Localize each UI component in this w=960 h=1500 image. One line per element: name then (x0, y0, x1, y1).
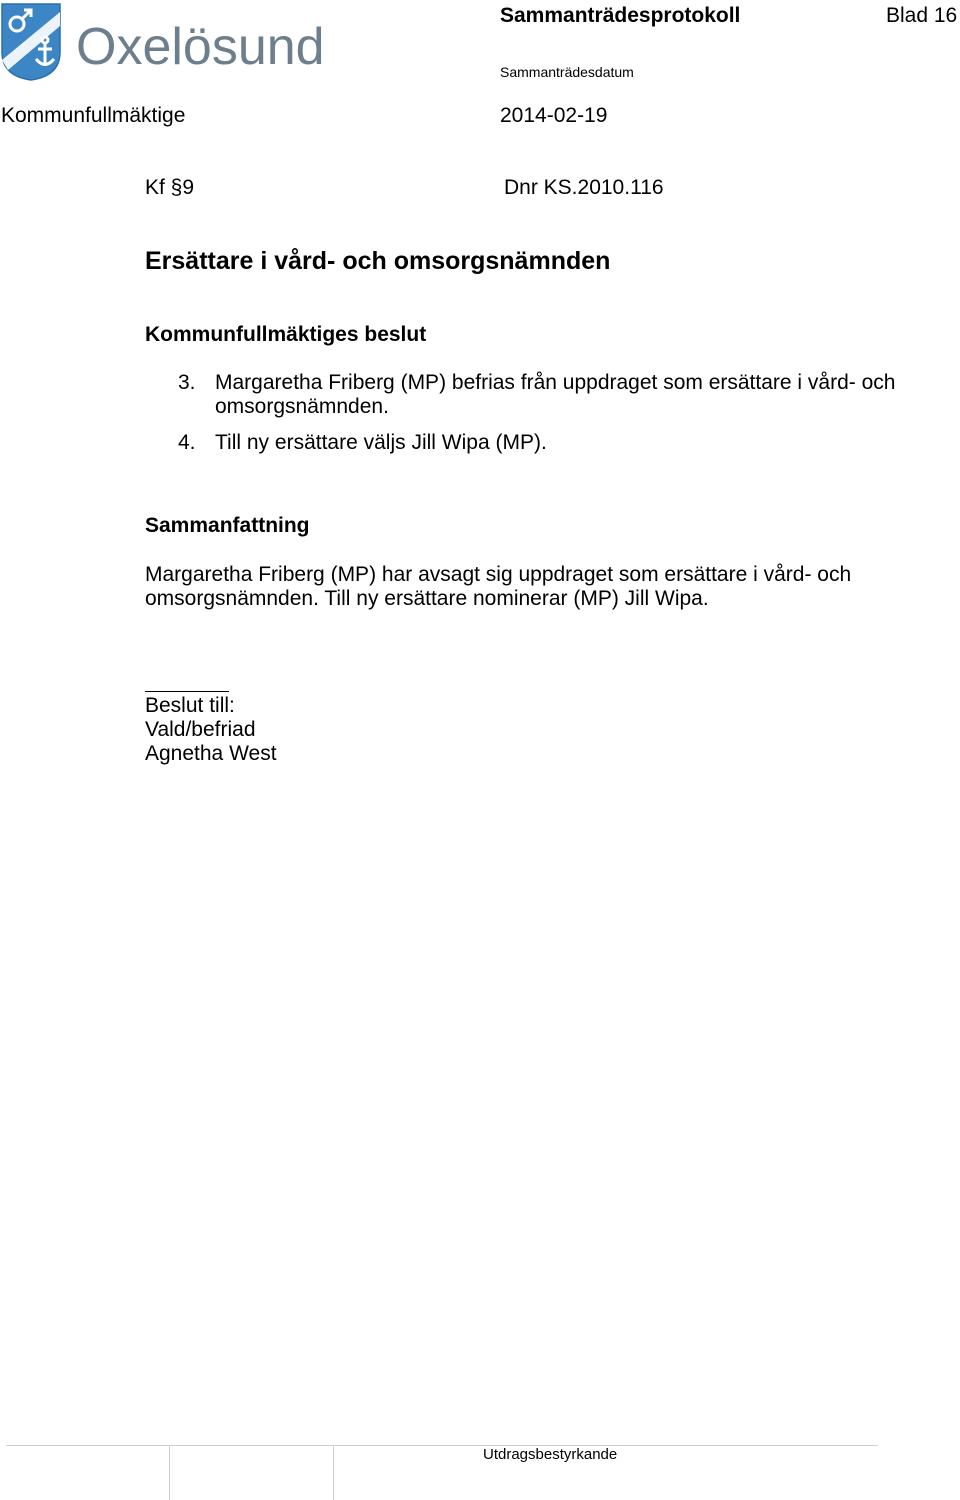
footer-signature-cell (333, 1446, 334, 1500)
page-number: Blad 16 (886, 4, 958, 27)
distribution-label: Beslut till: (145, 694, 235, 717)
summary-heading: Sammanfattning (145, 514, 310, 537)
distribution-block (145, 694, 277, 766)
decision-item (178, 371, 938, 419)
decision-item-number: 4. (178, 431, 196, 454)
meeting-date-label: Sammanträdesdatum (500, 64, 634, 80)
decision-item-text: Margaretha Friberg (MP) befrias från uppdraget som ersättare i vård- och omsorgsnämnden. (215, 371, 896, 418)
logo-wordmark: Oxelösund (76, 18, 325, 76)
governing-body: Kommunfullmäktige (1, 104, 186, 127)
decision-item-text: Till ny ersättare väljs Jill Wipa (MP). (215, 431, 547, 454)
meeting-date: 2014-02-19 (500, 104, 608, 127)
decision-item (178, 431, 938, 455)
paragraph-number: Kf §9 (145, 176, 195, 199)
case-number: Dnr KS.2010.116 (504, 176, 664, 199)
coat-of-arms-icon (2, 4, 60, 80)
decision-list (178, 371, 938, 467)
footer-signature-cell (169, 1446, 170, 1500)
case-title: Ersättare i vård- och omsorgsnämnden (145, 247, 611, 275)
distribution-recipient: Agnetha West (145, 742, 277, 765)
distribution-separator (145, 691, 229, 692)
distribution-recipient: Vald/befriad (145, 718, 256, 741)
municipality-logo (0, 2, 340, 82)
decision-heading: Kommunfullmäktiges beslut (145, 323, 427, 346)
summary-text: Margaretha Friberg (MP) har avsagt sig uppdraget som ersättare i vård- och omsorgsnämnden. Till ny ersättare nominerar (MP) Jill Wipa. (145, 563, 852, 610)
document-type: Sammanträdesprotokoll (500, 4, 741, 27)
footer-divider (6, 1445, 878, 1446)
decision-item-number: 3. (178, 371, 196, 394)
footer-certification-label: Utdragsbestyrkande (483, 1446, 618, 1463)
